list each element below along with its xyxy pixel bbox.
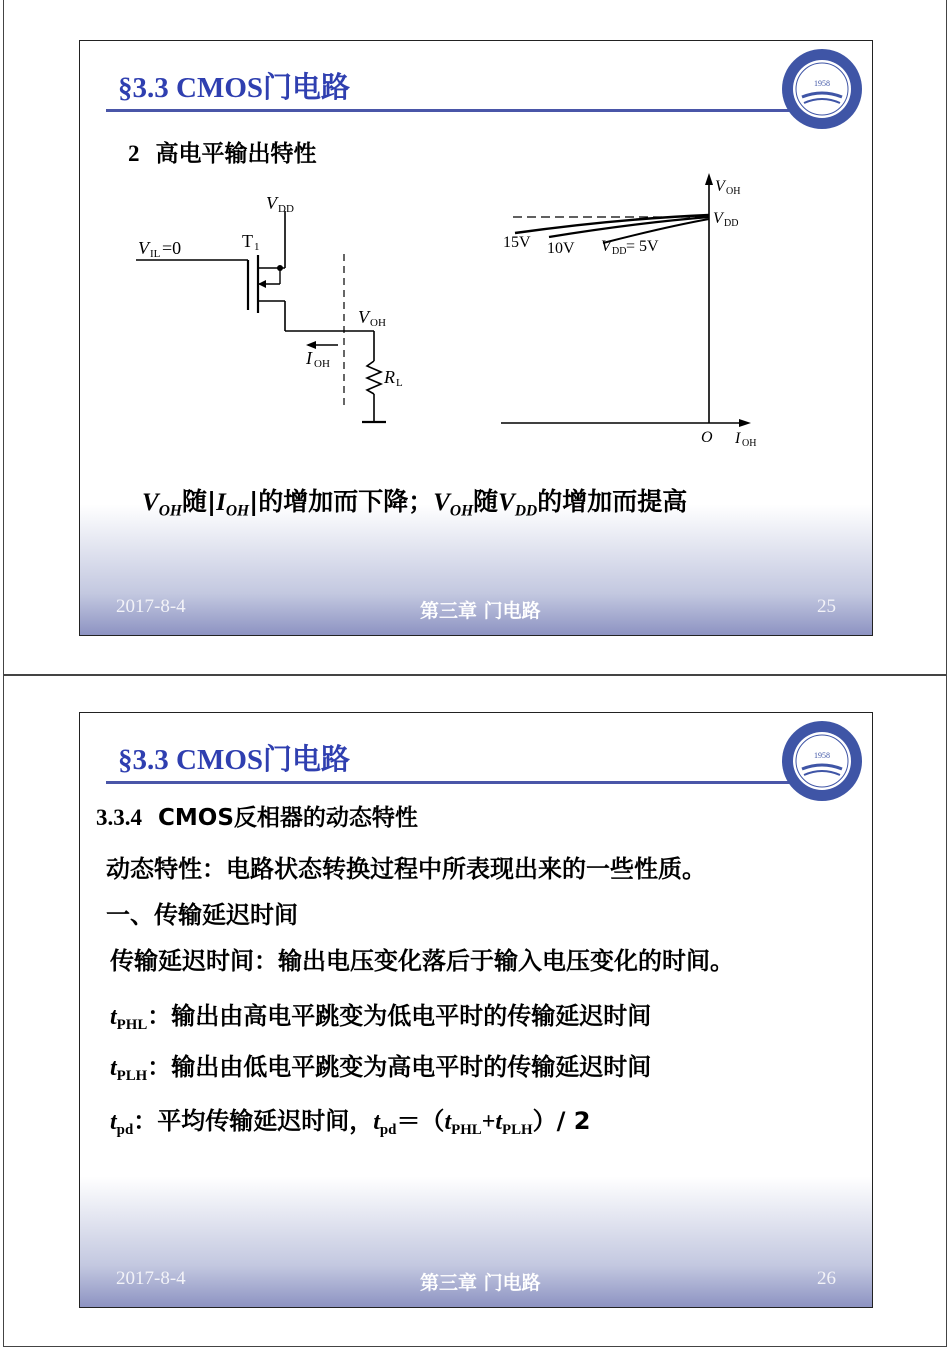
svg-text:DD: DD xyxy=(278,203,294,215)
svg-text:V: V xyxy=(713,210,723,227)
svg-text:OH: OH xyxy=(370,317,386,329)
footer-date: 2017-8-4 xyxy=(116,1268,186,1289)
svg-text:V: V xyxy=(138,238,149,258)
svg-text:OH: OH xyxy=(742,438,757,449)
university-logo-icon xyxy=(780,47,864,131)
svg-text:V: V xyxy=(358,307,369,327)
subheading: 2 高电平输出特性 xyxy=(128,141,317,167)
svg-text:V: V xyxy=(715,178,725,195)
svg-text:L: L xyxy=(396,377,403,389)
svg-text:T: T xyxy=(242,231,253,251)
svg-text:10V: 10V xyxy=(547,240,575,257)
logo-year: 1958 xyxy=(814,751,830,760)
slide-title: §3.3 CMOS门电路 xyxy=(118,72,351,104)
svg-text:I: I xyxy=(735,430,741,447)
svg-text:I: I xyxy=(306,348,312,368)
slide-title: §3.3 CMOS门电路 xyxy=(118,744,351,776)
section-heading: 3.3.4 CMOS反相器的动态特性 xyxy=(96,805,418,831)
svg-text:= 5V: = 5V xyxy=(626,238,659,255)
delay-definition: 传输延迟时间：输出电压变化落后于输入电压变化的时间。 xyxy=(110,947,734,975)
svg-text:R: R xyxy=(384,367,395,387)
title-rule xyxy=(106,109,796,112)
subsection-title: 一、传输延迟时间 xyxy=(106,901,298,929)
logo-year: 1958 xyxy=(814,79,830,88)
svg-text:O: O xyxy=(701,429,713,446)
svg-text:V: V xyxy=(601,238,611,255)
svg-text:IL: IL xyxy=(150,248,161,260)
svg-text:=0: =0 xyxy=(162,238,182,258)
footer-page-number: 25 xyxy=(817,596,836,617)
svg-text:OH: OH xyxy=(726,186,741,197)
svg-text:V: V xyxy=(266,193,277,213)
svg-text:DD: DD xyxy=(724,218,739,229)
title-rule xyxy=(106,781,796,784)
slide-26 xyxy=(79,712,873,1308)
tphl-definition: $t_{PHL}$：输出由高电平跳变为低电平时的传输延迟时间 xyxy=(110,1002,652,1034)
svg-text:15V: 15V xyxy=(503,234,531,251)
svg-text:1: 1 xyxy=(254,241,260,253)
footer-date: 2017-8-4 xyxy=(116,596,186,617)
university-logo-icon xyxy=(780,719,864,803)
voh-statement: $V_{OH}$随$|I_{OH}|$的增加而下降；$V_{OH}$随$V_{DD}$的增加而提高 xyxy=(142,487,688,520)
footer-chapter: 第三章 门电路 xyxy=(420,1272,541,1294)
dynamic-definition: 动态特性：电路状态转换过程中所表现出来的一些性质。 xyxy=(106,855,706,883)
tplh-definition: $t_{PLH}$：输出由低电平跳变为高电平时的传输延迟时间 xyxy=(110,1053,652,1085)
svg-text:OH: OH xyxy=(314,358,330,370)
voh-ioh-curve xyxy=(485,167,775,457)
footer-page-number: 26 xyxy=(817,1268,836,1289)
circuit-diagram xyxy=(130,179,430,439)
svg-text:DD: DD xyxy=(612,246,627,257)
footer-chapter: 第三章 门电路 xyxy=(420,600,541,622)
tpd-definition: $t_{pd}$：平均传输延迟时间，$t_{pd}=(t_{PHL}+t_{PLH})/$ 2 xyxy=(110,1107,591,1139)
slide-25 xyxy=(79,40,873,636)
